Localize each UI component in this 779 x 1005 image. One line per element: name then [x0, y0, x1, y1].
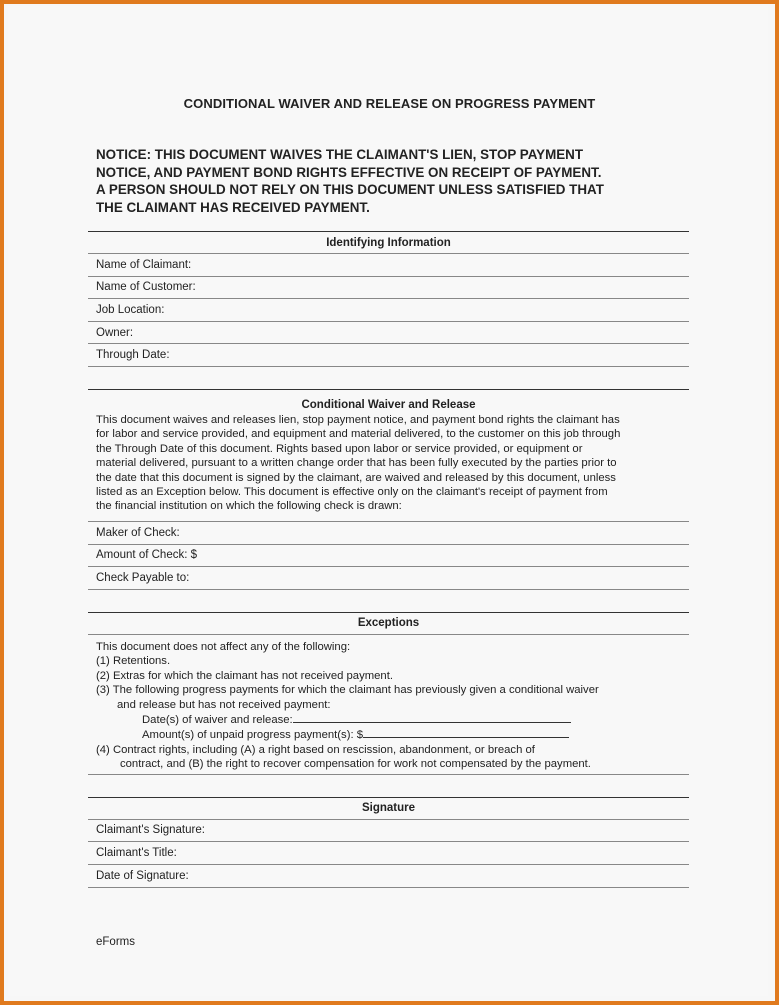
exception-item: (2) Extras for which the claimant has not received payment. — [96, 669, 393, 682]
exception-item-continued: contract, and (B) the right to recover compensation for work not compensated by the payment. — [120, 758, 591, 771]
notice-line: A PERSON SHOULD NOT RELY ON THIS DOCUMENT UNLESS SATISFIED THAT — [96, 182, 604, 197]
check-payable-field[interactable]: Check Payable to: — [96, 572, 190, 584]
exception-item: (1) Retentions. — [96, 655, 171, 668]
amount-of-check-field[interactable]: Amount of Check: $ — [96, 549, 197, 561]
paragraph-line: material delivered, pursuant to a written change order that has been fully executed by the parties prior to — [96, 457, 617, 470]
waiver-dates-label: Date(s) of waiver and release: — [142, 714, 293, 727]
notice-line: THE CLAIMANT HAS RECEIVED PAYMENT. — [96, 199, 370, 215]
notice-block — [96, 146, 696, 216]
field-line — [88, 544, 689, 545]
paragraph-line: listed as an Exception below. This document is effective only on the claimant's receipt of payment from — [96, 486, 608, 499]
claimant-signature-field[interactable]: Claimant's Signature: — [96, 824, 205, 836]
notice-line: NOTICE: THIS DOCUMENT WAIVES THE CLAIMANT'S LIEN, STOP PAYMENT — [96, 147, 584, 162]
field-line — [88, 566, 689, 567]
exceptions-intro: This document does not affect any of the following: — [96, 641, 351, 653]
paragraph-line: the date that this document is signed by the claimant, are waived and released by this document, unless — [96, 471, 616, 484]
exception-item-continued: and release but has not received payment: — [117, 698, 331, 711]
section-divider — [88, 612, 689, 613]
field-line — [88, 253, 689, 254]
job-location-field[interactable]: Job Location: — [96, 304, 165, 316]
paragraph-line: the Through Date of this document. Rights based upon labor or service provided, or equipment or — [96, 442, 583, 455]
field-line — [88, 521, 689, 522]
exception-item: (3) The following progress payments for which the claimant has previously given a conditional waiver — [96, 684, 599, 697]
release-heading: Conditional Waiver and Release — [301, 399, 476, 411]
date-of-signature-field[interactable]: Date of Signature: — [96, 870, 189, 882]
exception-item: (4) Contract rights, including (A) a right based on rescission, abandonment, or breach of — [96, 743, 535, 756]
exceptions-list — [96, 640, 696, 772]
field-line — [88, 634, 689, 635]
field-line — [88, 321, 689, 322]
field-line — [88, 276, 689, 277]
release-paragraph — [96, 413, 696, 514]
through-date-field[interactable]: Through Date: — [96, 349, 170, 361]
unpaid-amounts-row — [96, 727, 696, 742]
paragraph-line: for labor and service provided, and equipment and material delivered, to the customer on this job through — [96, 428, 621, 441]
document-title: CONDITIONAL WAIVER AND RELEASE ON PROGRESS PAYMENT — [183, 96, 596, 111]
section-divider — [88, 797, 689, 798]
field-line — [88, 887, 689, 888]
claimant-title-field[interactable]: Claimant's Title: — [96, 847, 177, 859]
field-line — [88, 298, 689, 299]
waiver-dates-row — [96, 712, 696, 727]
signature-heading: Signature — [361, 802, 416, 814]
waiver-dates-blank[interactable] — [293, 712, 571, 723]
owner-field[interactable]: Owner: — [96, 327, 134, 339]
paragraph-line: the financial institution on which the following check is drawn: — [96, 500, 402, 513]
field-line — [88, 589, 689, 590]
identifying-heading: Identifying Information — [326, 237, 451, 249]
paragraph-line: This document waives and releases lien, stop payment notice, and payment bond rights the claimant has — [96, 414, 620, 426]
claimant-name-field[interactable]: Name of Claimant: — [96, 259, 192, 271]
field-line — [88, 841, 689, 842]
customer-name-field[interactable]: Name of Customer: — [96, 281, 196, 293]
unpaid-amounts-blank[interactable] — [363, 727, 569, 738]
section-divider — [88, 389, 689, 390]
field-line — [88, 819, 689, 820]
field-line — [88, 343, 689, 344]
footer-brand: eForms — [96, 936, 135, 948]
exceptions-heading: Exceptions — [357, 617, 420, 629]
maker-of-check-field[interactable]: Maker of Check: — [96, 527, 180, 539]
field-line — [88, 864, 689, 865]
section-divider — [88, 231, 689, 232]
unpaid-amounts-label: Amount(s) of unpaid progress payment(s): $ — [142, 729, 364, 742]
field-line — [88, 366, 689, 367]
field-line — [88, 774, 689, 775]
notice-line: NOTICE, AND PAYMENT BOND RIGHTS EFFECTIVE ON RECEIPT OF PAYMENT. — [96, 164, 602, 180]
